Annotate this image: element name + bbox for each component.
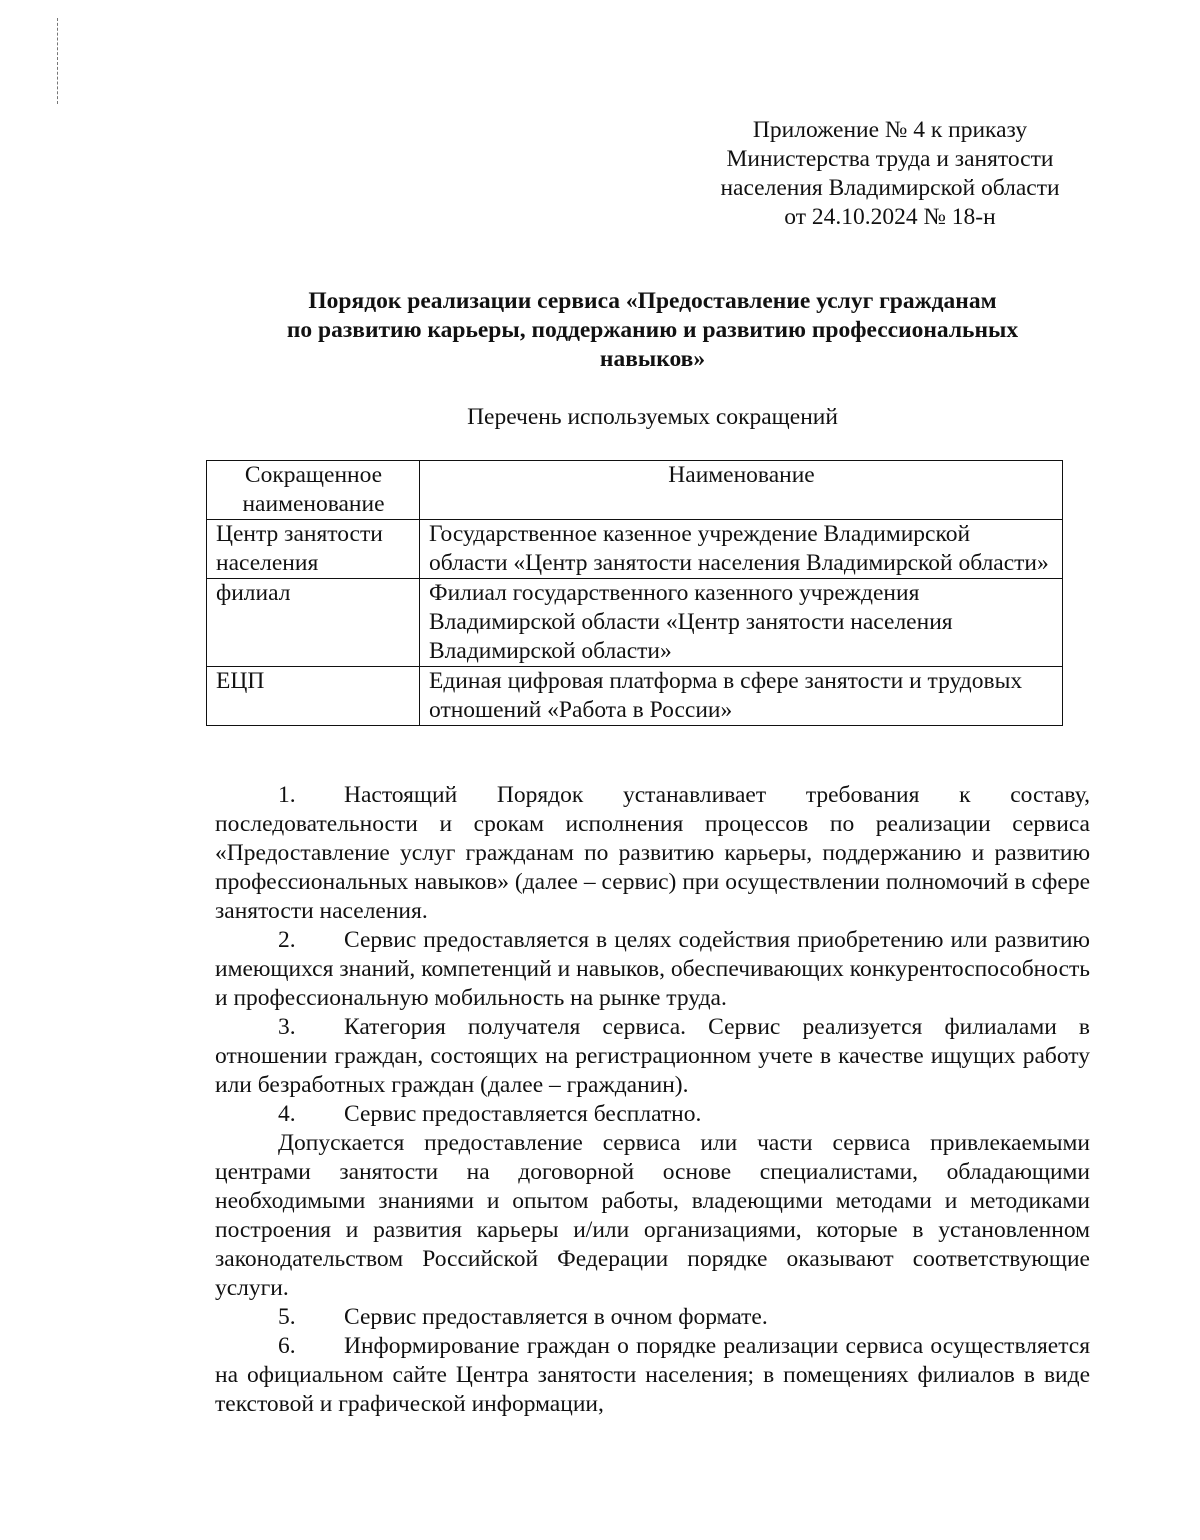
title-line: Порядок реализации сервиса «Предоставление услуг гражданам [308, 288, 997, 314]
table-cell-short: ЕЦП [207, 667, 420, 726]
paragraph-5 [215, 1303, 1090, 1332]
paragraph-number: 5. [278, 1304, 296, 1330]
document-title [215, 287, 1090, 374]
appendix-line: населения Владимирской области [720, 175, 1060, 201]
paragraph-4 [215, 1100, 1090, 1129]
table-cell-short: Центр занятости населения [207, 520, 420, 579]
paragraph-number: 2. [278, 927, 296, 953]
paragraph-text: Категория получателя сервиса. Сервис реализуется филиалами в отношении граждан, состоящих на регистрационном учете в качестве ищущих работу или безработных граждан (далее – гражданин). [215, 1014, 1090, 1098]
table-row [207, 579, 1063, 667]
document-body [215, 781, 1090, 1419]
table-row [207, 520, 1063, 579]
paragraph-number: 6. [278, 1333, 296, 1359]
appendix-line: Приложение № 4 к приказу [752, 117, 1028, 143]
table-cell-full: Филиал государственного казенного учреждения Владимирской области «Центр занятости населения Владимирской области» [420, 579, 1063, 667]
appendix-header [660, 116, 1120, 232]
table-row [207, 667, 1063, 726]
paragraph-2 [215, 926, 1090, 1013]
scan-edge-mark [57, 18, 60, 104]
paragraph-text: Допускается предоставление сервиса или части сервиса привлекаемыми центрами занятости на договорной основе специалистами, обладающими необходимыми знаниями и опытом работы, владеющими методами и методиками построения и развития карьеры и/или организациями, которые в установленном законодательством Российской Федерации порядке оказывают соответствующие услуги. [215, 1130, 1090, 1301]
table-cell-full: Единая цифровая платформа в сфере занятости и трудовых отношений «Работа в России» [420, 667, 1063, 726]
abbreviations-caption: Перечень используемых сокращений [467, 404, 838, 430]
abbreviations-table [206, 460, 1063, 726]
paragraph-6 [215, 1332, 1090, 1419]
table-header-row [207, 461, 1063, 520]
title-line: навыков» [599, 346, 706, 372]
column-header-name: Наименование [420, 461, 1063, 520]
appendix-line: от 24.10.2024 № 18-н [784, 204, 996, 230]
table-cell-full: Государственное казенное учреждение Владимирской области «Центр занятости населения Владимирской области» [420, 520, 1063, 579]
paragraph-text: Сервис предоставляется в целях содействия приобретению или развитию имеющихся знаний, компетенций и навыков, обеспечивающих конкурентоспособность и профессиональную мобильность на рынке труда. [215, 927, 1090, 1011]
appendix-line: Министерства труда и занятости [726, 146, 1054, 172]
paragraph-text: Информирование граждан о порядке реализации сервиса осуществляется на официальном сайте Центра занятости населения; в помещениях филиалов в виде текстовой и графической информации, [215, 1333, 1090, 1417]
paragraph-4-continued [215, 1129, 1090, 1303]
paragraph-text: Сервис предоставляется бесплатно. [344, 1101, 702, 1127]
paragraph-text: Настоящий Порядок устанавливает требования к составу, последовательности и срокам исполнения процессов по реализации сервиса «Предоставление услуг гражданам по развитию карьеры, поддержанию и развитию профессиональных навыков» (далее – сервис) при осуществлении полномочий в сфере занятости населения. [215, 782, 1090, 924]
column-header-short-name: Сокращенное наименование [207, 461, 420, 520]
paragraph-3 [215, 1013, 1090, 1100]
paragraph-1 [215, 781, 1090, 926]
paragraph-number: 4. [278, 1101, 296, 1127]
paragraph-text: Сервис предоставляется в очном формате. [344, 1304, 768, 1330]
table-cell-short: филиал [207, 579, 420, 667]
paragraph-number: 1. [278, 782, 296, 808]
paragraph-number: 3. [278, 1014, 296, 1040]
title-line: по развитию карьеры, поддержанию и развитию профессиональных [286, 317, 1019, 343]
